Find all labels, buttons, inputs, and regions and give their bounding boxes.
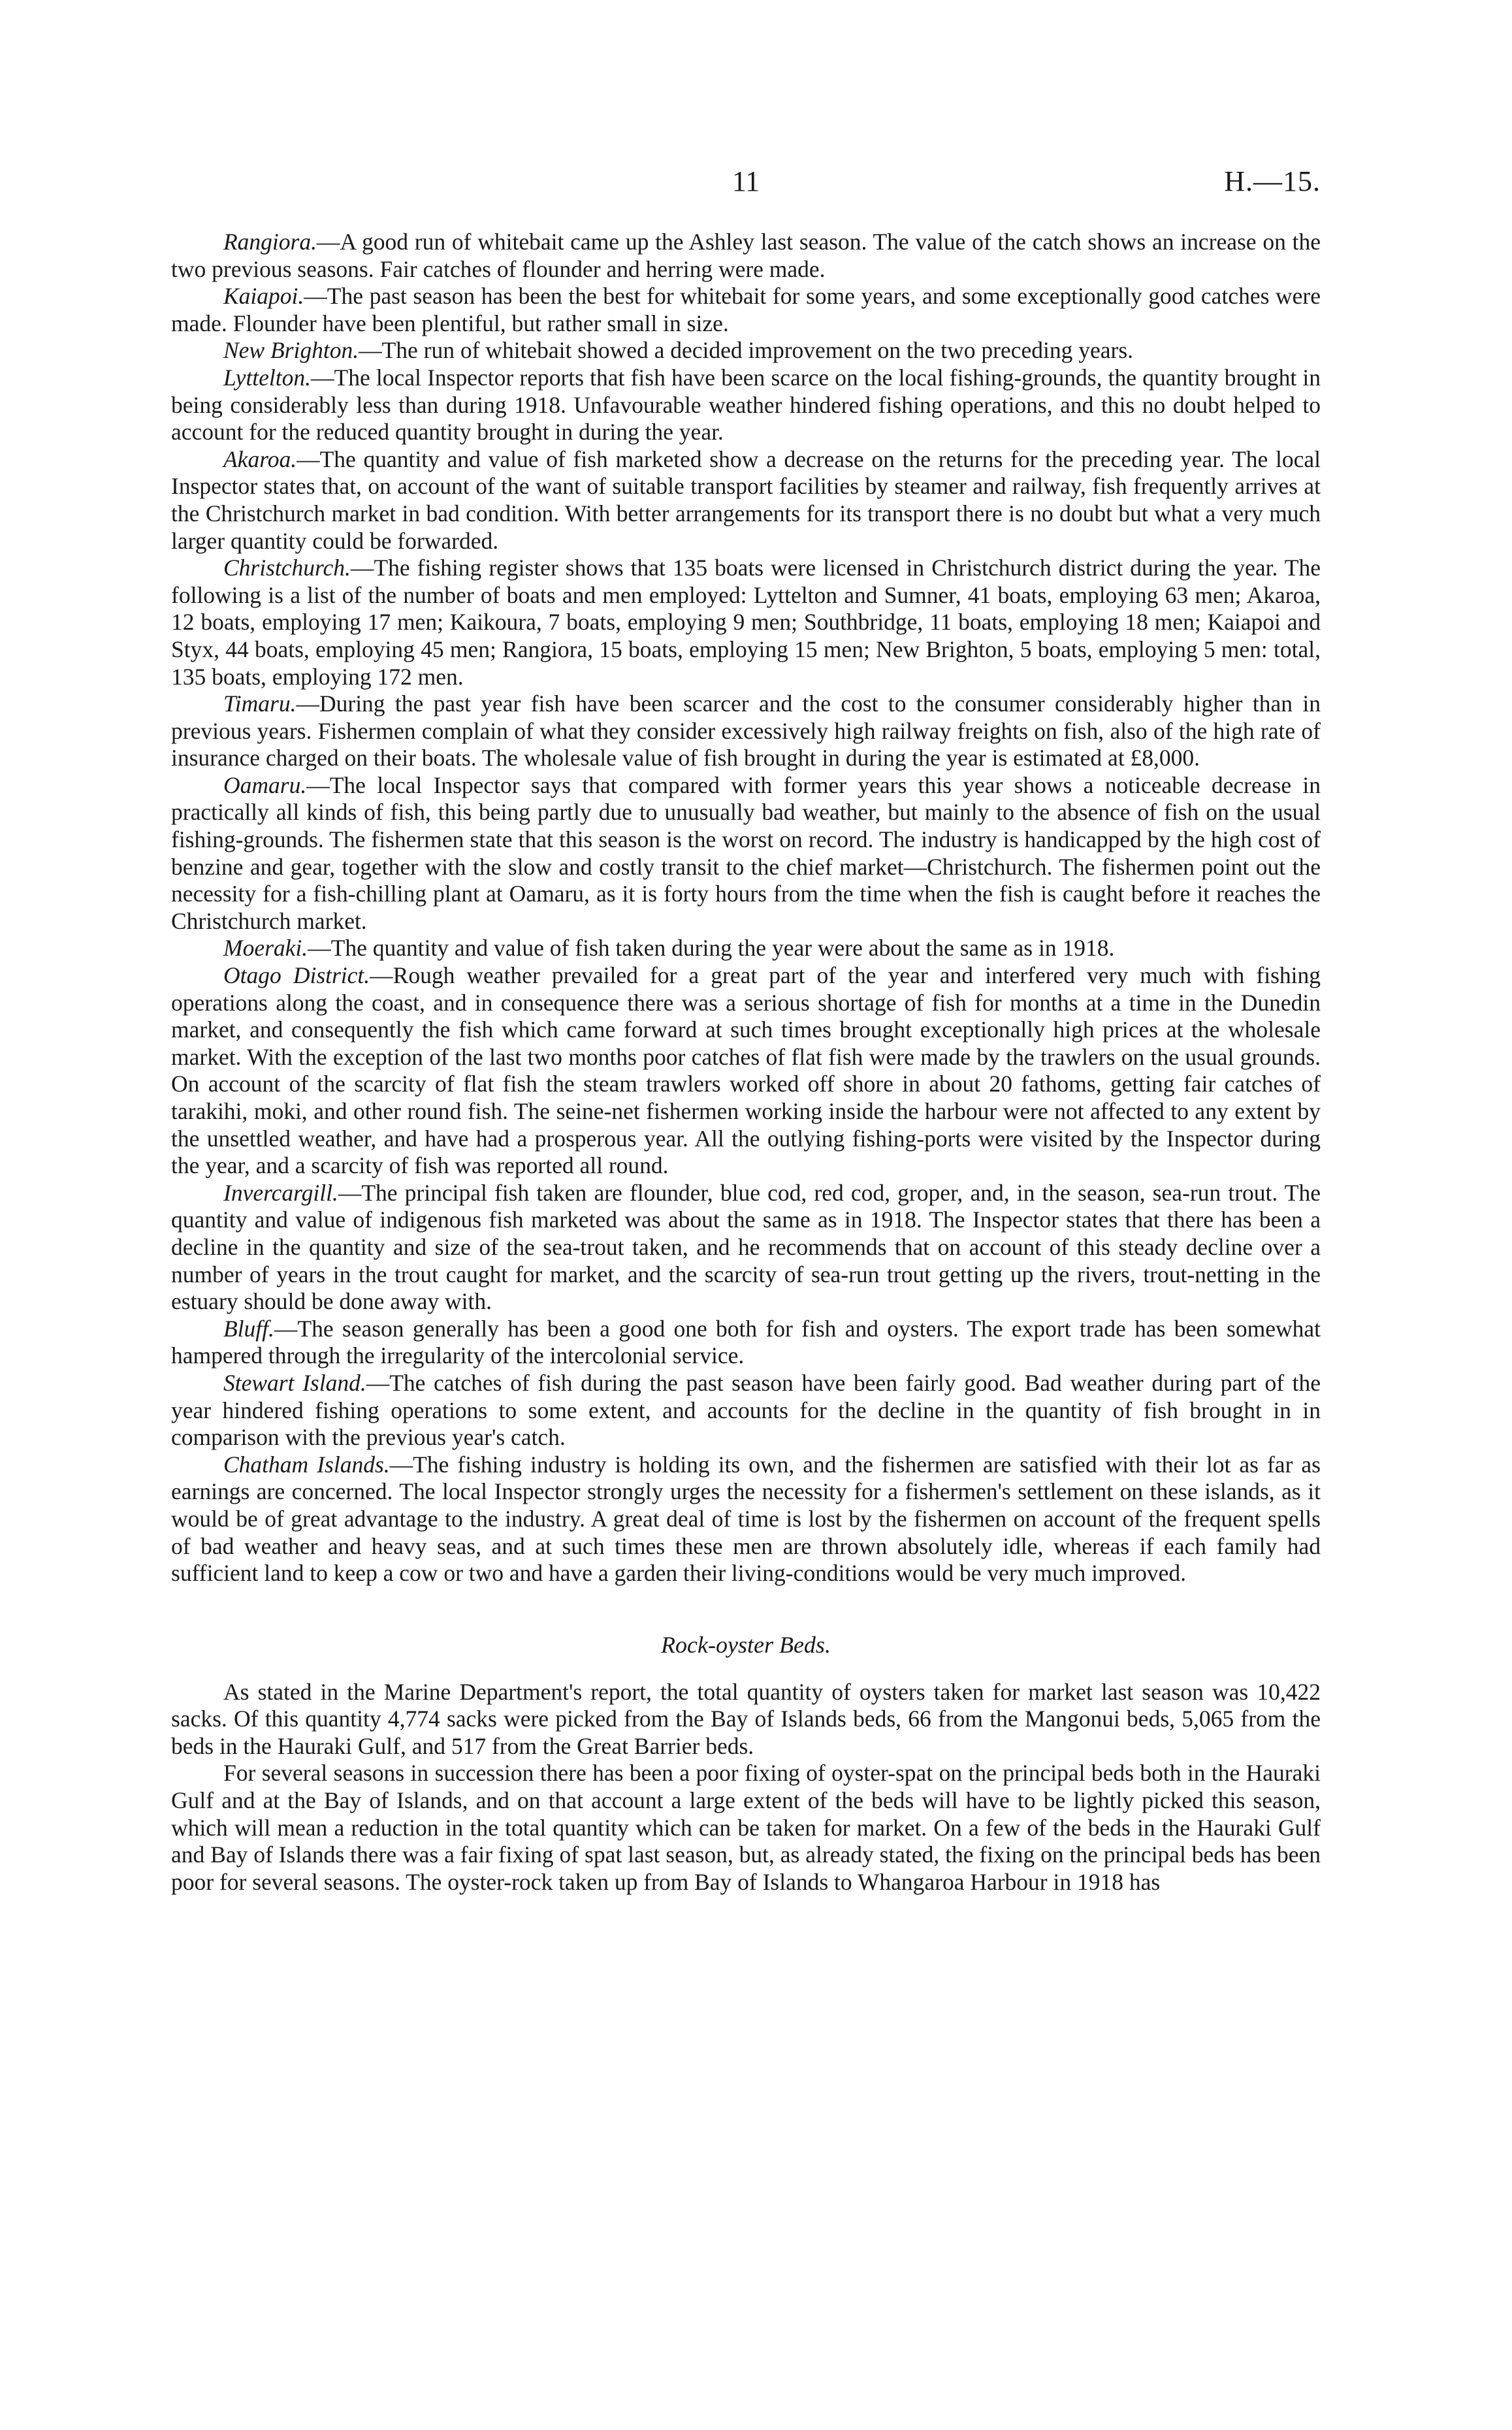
paragraph-text: —Rough weather prevailed for a great part of the year and interfered very much with fishing operations along the coast, and in consequence there was a serious shortage of fish for months at a time in the Dunedin market, and consequently the fish which came forward at such times brought exceptionally high prices at the wholesale market. With the exception of the last two months poor catches of flat fish were made by the trawlers on the usual grounds. On account of the scarcity of flat fish the steam trawlers worked off shore in about 20 fathoms, getting fair catches of tarakihi, moki, and other round fish. The seine-net fishermen working inside the harbour were not affected to any extent by the unsettled weather, and have had a prosperous year. All the outlying fishing-ports were visited by the Inspector during the year, and a scarcity of fish was reported all round. (171, 962, 1321, 1179)
paragraph-lead: Rangiora. (223, 229, 317, 255)
paragraph-lead: Kaiapoi. (223, 283, 304, 310)
document-reference: H.—15. (1224, 165, 1321, 197)
paragraph-stewart-island (171, 1370, 1321, 1451)
paragraph-text: —The fishing industry is holding its own, and the fishermen are satisfied with their lot as far as earnings are concerned. The local Inspector strongly urges the necessity for a fishermen's settlement on these islands, as it would be of great advantage to the industry. A great deal of time is lost by the fishermen on account of the frequent spells of bad weather and heavy seas, and at such times these men are thrown absolutely idle, whereas if each family had sufficient land to keep a cow or two and have a garden their living-conditions would be very much improved. (171, 1451, 1321, 1587)
paragraph-lead: Timaru. (223, 690, 297, 717)
paragraph-text: —During the past year fish have been scarcer and the cost to the consumer considerably higher than in previous years. Fishermen complain of what they consider excessively high railway freights on fish, also of the high rate of insurance charged on their boats. The wholesale value of fish brought in during the year is estimated at £8,000. (171, 690, 1321, 771)
paragraph-lead: Stewart Island. (223, 1369, 366, 1396)
paragraph-oyster-spat: For several seasons in succession there has been a poor fixing of oyster-spat on the principal beds both in the Hauraki Gulf and at the Bay of Islands, and on that account a large extent of the beds will have to be lightly picked this season, which will mean a reduction in the total quantity which can be taken for market. On a few of the beds in the Hauraki Gulf and Bay of Islands there was a fair fixing of spat last season, but, as already stated, the fixing on the principal beds has been poor for several seasons. The oyster-rock taken up from Bay of Islands to Whangaroa Harbour in 1918 has (171, 1760, 1321, 1895)
paragraph-lead: Moeraki. (223, 935, 308, 962)
paragraph-text: —The quantity and value of fish taken during the year were about the same as in 1918. (308, 935, 1115, 962)
paragraph-new-brighton (171, 337, 1321, 364)
paragraph-lead: Oamaru. (223, 771, 307, 798)
paragraph-akaroa (171, 446, 1321, 555)
paragraph-oamaru (171, 772, 1321, 935)
paragraph-lyttelton (171, 364, 1321, 446)
page-number: 11 (732, 165, 760, 197)
paragraph-lead: Christchurch. (223, 555, 351, 581)
paragraph-lead: New Brighton. (223, 337, 359, 364)
paragraph-text: —The past season has been the best for whitebait for some years, and some exceptionally good catches were made. Flounder have been plentiful, but rather small in size. (171, 283, 1321, 336)
paragraph-lead: Invercargill. (223, 1179, 338, 1206)
paragraph-christchurch (171, 555, 1321, 690)
paragraph-text: —The local Inspector says that compared with former years this year shows a noticeable decrease in practically all kinds of fish, this being partly due to unusually bad weather, but mainly to the absence of fish on the usual fishing-grounds. The fishermen state that this season is the worst on record. The industry is handicapped by the high cost of benzine and gear, together with the slow and costly transit to the chief market—Christchurch. The fishermen point out the necessity for a fish-chilling plant at Oamaru, as it is forty hours from the time when the fish is caught before it reaches the Christchurch market. (171, 771, 1321, 934)
paragraph-invercargill (171, 1180, 1321, 1316)
section-heading-rock-oyster-beds: Rock-oyster Beds. (661, 1631, 831, 1658)
paragraph-moeraki (171, 935, 1321, 962)
paragraph-chatham-islands (171, 1451, 1321, 1587)
paragraph-oyster-quantity: As stated in the Marine Department's report, the total quantity of oysters taken for market last season was 10,422 sacks. Of this quantity 4,774 sacks were picked from the Bay of Islands beds, 66 from the Mangonui beds, 5,065 from the beds in the Hauraki Gulf, and 517 from the Great Barrier beds. (171, 1678, 1321, 1759)
paragraph-rangiora (171, 229, 1321, 283)
paragraph-text: —The quantity and value of fish marketed show a decrease on the returns for the preceding year. The local Inspector states that, on account of the want of suitable transport facilities by steamer and railway, fish frequently arrives at the Christchurch market in bad condition. With better arrangements for its transport there is no doubt but what a very much larger quantity could be forwarded. (171, 446, 1321, 554)
paragraph-lead: Lyttelton. (223, 364, 312, 391)
paragraph-kaiapoi (171, 283, 1321, 337)
paragraph-timaru (171, 690, 1321, 772)
paragraph-text: —The catches of fish during the past season have been fairly good. Bad weather during part of the year hindered fishing operations to some extent, and accounts for the decline in the quantity of fish brought in in comparison with the previous year's catch. (171, 1369, 1321, 1451)
paragraph-lead: Akaroa. (223, 446, 297, 472)
paragraph-text: —The season generally has been a good one both for fish and oysters. The export trade has been somewhat hampered through the irregularity of the intercolonial service. (171, 1315, 1321, 1369)
body-text (171, 229, 1321, 1896)
paragraph-lead: Chatham Islands. (223, 1451, 390, 1478)
paragraph-text: —A good run of whitebait came up the Ashley last season. The value of the catch shows an increase on the two previous seasons. Fair catches of flounder and herring were made. (171, 229, 1321, 282)
paragraph-bluff (171, 1316, 1321, 1370)
paragraph-text: —The fishing register shows that 135 boats were licensed in Christchurch district during the year. The following is a list of the number of boats and men employed: Lyttelton and Sumner, 41 boats, employing 63 men; Akaroa, 12 boats, employing 17 men; Kaikoura, 7 boats, employing 9 men; Southbridge, 11 boats, employing 18 men; Kaiapoi and Styx, 44 boats, employing 45 men; Rangiora, 15 boats, employing 15 men; New Brighton, 5 boats, employing 5 men: total, 135 boats, employing 172 men. (171, 555, 1321, 690)
paragraph-lead: Bluff. (223, 1315, 274, 1342)
paragraph-text: —The principal fish taken are flounder, blue cod, red cod, groper, and, in the season, sea-run trout. The quantity and value of indigenous fish marketed was about the same as in 1918. The Inspector states that there has been a decline in the quantity and size of the sea-trout taken, and he recommends that on account of this steady decline over a number of years in the trout caught for market, and the scarcity of sea-run trout getting up the rivers, trout-netting in the estuary should be done away with. (171, 1179, 1321, 1315)
page-header (171, 162, 1321, 201)
paragraph-lead: Otago District. (223, 962, 370, 989)
paragraph-otago-district (171, 962, 1321, 1180)
paragraph-text: —The run of whitebait showed a decided improvement on the two preceding years. (359, 337, 1134, 364)
paragraph-text: —The local Inspector reports that fish have been scarce on the local fishing-grounds, the quantity brought in being considerably less than during 1918. Unfavourable weather hindered fishing operations, and this no doubt helped to account for the reduced quantity brought in during the year. (171, 364, 1321, 446)
